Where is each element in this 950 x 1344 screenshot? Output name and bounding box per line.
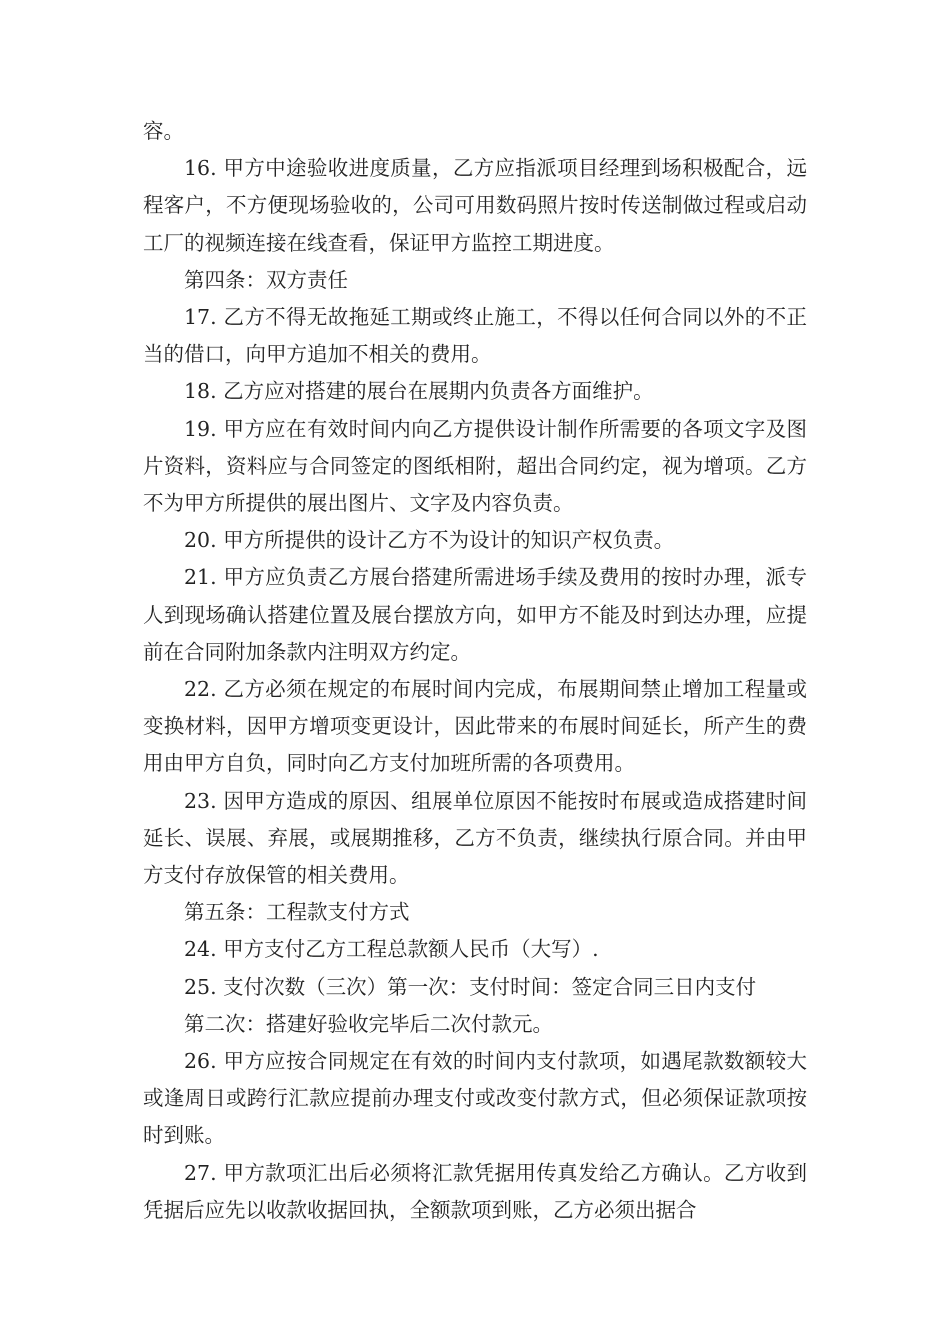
clause-17: 17. 乙方不得无故拖延工期或终止施工，不得以任何合同以外的不正当的借口，向甲方追加不相关的费用。 [143,305,807,367]
section-heading-5: 第五条：工程款支付方式 [184,900,410,925]
paragraph-continuation: 容。 [143,119,184,143]
clause-16: 16. 甲方中途验收进度质量，乙方应指派项目经理到场积极配合，远程客户，不方便现场验收的，公司可用数码照片按时传送制做过程或启动工厂的视频连接在线查看，保证甲方监控工期进度。 [143,156,807,255]
clause-20: 20. 甲方所提供的设计乙方不为设计的知识产权负责。 [184,528,675,553]
clause-18: 18. 乙方应对搭建的展台在展期内负责各方面维护。 [184,379,654,404]
document-page [143,113,807,1229]
clause-24: 24. 甲方支付乙方工程总款额人民币（大写）. [184,937,599,962]
clause-19: 19. 甲方应在有效时间内向乙方提供设计制作所需要的各项文字及图片资料，资料应与合同签定的图纸相附，超出合同约定，视为增项。乙方不为甲方所提供的展出图片、文字及内容负责。 [143,416,807,516]
clause-25: 25. 支付次数（三次）第一次：支付时间：签定合同三日内支付 [184,974,757,999]
clause-21: 21. 甲方应负责乙方展台搭建所需进场手续及费用的按时办理，派专人到现场确认搭建位置及展台摆放方向，如甲方不能及时到达办理，应提前在合同附加条款内注明双方约定。 [143,565,807,664]
clause-27: 27. 甲方款项汇出后必须将汇款凭据用传真发给乙方确认。乙方收到凭据后应先以收款收据回执，全额款项到账，乙方必须出据合 [143,1160,807,1222]
clause-26: 26. 甲方应按合同规定在有效的时间内支付款项，如遇尾款数额较大或逢周日或跨行汇款应提前办理支付或改变付款方式，但必须保证款项按时到账。 [143,1049,807,1148]
section-heading-4: 第四条：双方责任 [184,267,348,292]
clause-25-second-payment: 第二次：搭建好验收完毕后二次付款元。 [184,1011,553,1036]
clause-22: 22. 乙方必须在规定的布展时间内完成，布展期间禁止增加工程量或变换材料，因甲方增项变更设计，因此带来的布展时间延长，所产生的费用由甲方自负，同时向乙方支付加班所需的各项费用。 [143,677,807,776]
clause-23: 23. 因甲方造成的原因、组展单位原因不能按时布展或造成搭建时间延长、误展、弃展，或展期推移，乙方不负责，继续执行原合同。并由甲方支付存放保管的相关费用。 [143,788,807,888]
